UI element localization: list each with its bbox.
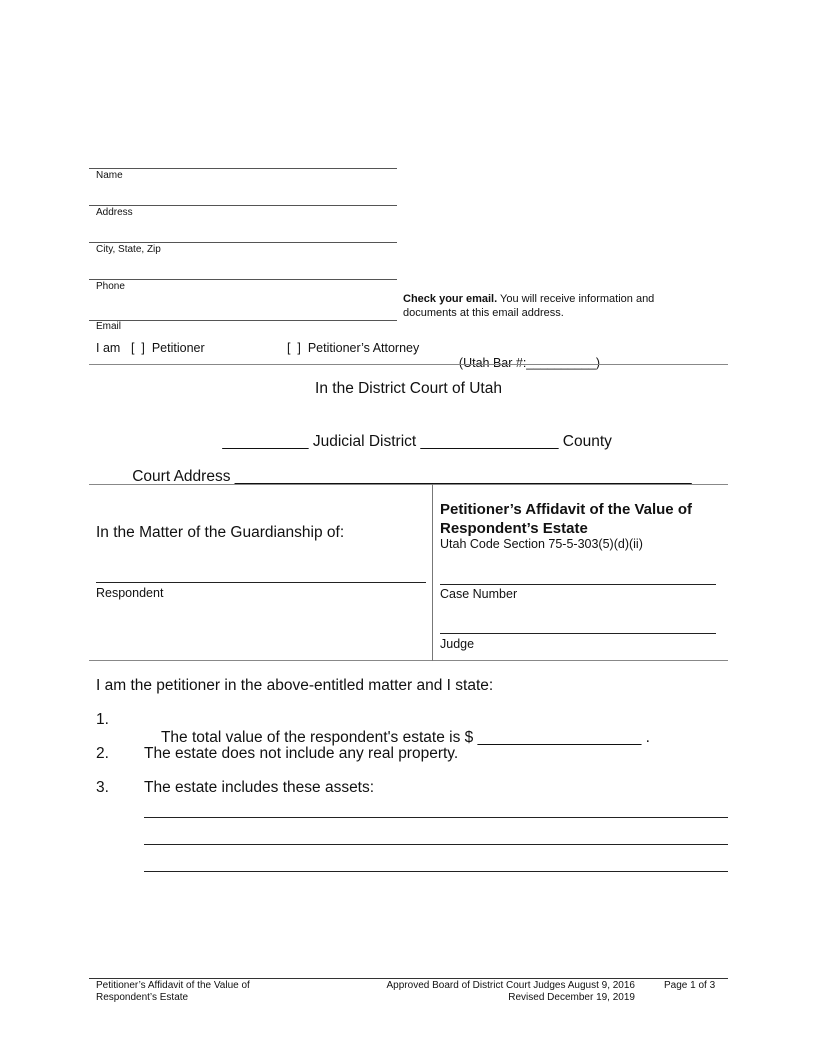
phone-line[interactable] <box>89 279 397 280</box>
email-label: Email <box>96 321 122 332</box>
intro-statement: I am the petitioner in the above-entitled matter and I state: <box>96 677 494 694</box>
name-line[interactable] <box>89 168 397 169</box>
phone-label: Phone <box>96 281 125 292</box>
party-divider <box>89 364 728 365</box>
footer-doc-title <box>96 980 250 1004</box>
form-title-line2: Respondent’s Estate <box>440 520 588 537</box>
caption-divider <box>432 484 433 661</box>
item-1-number: 1. <box>96 711 109 728</box>
judge-label: Judge <box>440 637 475 651</box>
footer-divider <box>89 978 728 979</box>
footer-doc-title-line1: Petitioner’s Affidavit of the Value of <box>96 980 250 991</box>
address-label: Address <box>96 207 133 218</box>
matter-label: In the Matter of the Guardianship of: <box>96 524 345 541</box>
case-number-label: Case Number <box>440 587 518 601</box>
footer-approval <box>330 980 635 1004</box>
email-notice-text: You will receive information and <box>497 293 655 305</box>
court-address-label: Court Address <box>132 468 231 485</box>
caption-top-border <box>89 484 728 485</box>
item-3-number: 3. <box>96 779 109 796</box>
footer-doc-title-line2: Respondent’s Estate <box>96 992 189 1003</box>
address-line[interactable] <box>89 205 397 206</box>
asset-line-1[interactable] <box>144 817 728 818</box>
county-label: County <box>562 433 612 450</box>
i-am-label: I am <box>96 341 121 355</box>
case-number-line[interactable] <box>440 584 716 585</box>
footer-approved: Approved Board of District Court Judges August 9, 2016 <box>386 980 635 991</box>
respondent-label: Respondent <box>96 586 164 600</box>
bar-blank[interactable]: __________ <box>526 356 596 370</box>
email-line[interactable] <box>89 320 397 321</box>
asset-line-2[interactable] <box>144 844 728 845</box>
email-notice-bold: Check your email. <box>403 293 498 305</box>
estate-value-blank[interactable]: ___________________ <box>477 729 642 746</box>
item-2-number: 2. <box>96 745 109 762</box>
email-notice <box>403 292 703 320</box>
court-title: In the District Court of Utah <box>315 380 502 397</box>
item-3-text: The estate includes these assets: <box>144 779 375 796</box>
item-2-text: The estate does not include any real property. <box>144 745 459 762</box>
form-title <box>440 500 692 538</box>
bar-label: (Utah Bar #: <box>458 356 527 370</box>
email-notice-line2: documents at this email address. <box>403 307 564 319</box>
asset-line-3[interactable] <box>144 871 728 872</box>
court-address-blank[interactable]: _____________________________________________________ <box>234 468 692 485</box>
footer-revised: Revised December 19, 2019 <box>508 992 635 1003</box>
city-state-zip-line[interactable] <box>89 242 397 243</box>
caption-bottom-border <box>89 660 728 661</box>
court-address-line <box>115 450 692 504</box>
form-title-line1: Petitioner’s Affidavit of the Value of <box>440 501 692 518</box>
district-blank[interactable]: __________ <box>222 433 309 450</box>
respondent-name-line[interactable] <box>96 582 426 583</box>
name-label: Name <box>96 170 123 181</box>
bar-close: ) <box>595 356 600 370</box>
petitioner-checkbox[interactable]: [ ] Petitioner <box>131 341 205 355</box>
county-blank[interactable]: ________________ <box>420 433 559 450</box>
item-1-end: . <box>641 729 650 746</box>
judge-line[interactable] <box>440 633 716 634</box>
statute-reference: Utah Code Section 75-5-303(5)(d)(ii) <box>440 537 643 551</box>
item-1-text: The total value of the respondent's estate is $ <box>160 729 474 746</box>
attorney-checkbox[interactable]: [ ] Petitioner’s Attorney <box>287 341 420 355</box>
city-state-zip-label: City, State, Zip <box>96 244 161 255</box>
district-label: Judicial District <box>312 433 417 450</box>
page-number: Page 1 of 3 <box>664 980 716 991</box>
